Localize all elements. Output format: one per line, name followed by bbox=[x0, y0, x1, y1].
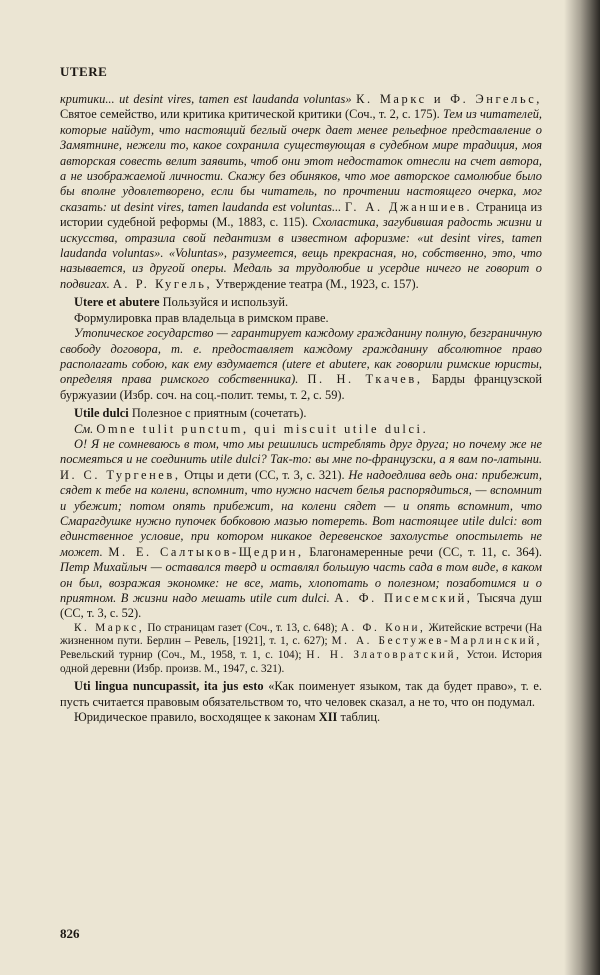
quote-turgenev: О! Я не сомневаюсь в том, что мы решились истреблять друг друга; но почему же не посмеяться и не соединить utile dulci? Так-то: вы мне по-французски, а я вам по-латыни. bbox=[60, 436, 542, 467]
paragraph-continued-quote bbox=[60, 92, 542, 292]
author-kugel: А. Р. Кугель, bbox=[112, 276, 213, 291]
entry-uti-heading bbox=[60, 679, 542, 710]
see-label: См. bbox=[74, 421, 94, 436]
source-kugel: Утверждение театра (М., 1923, с. 157). bbox=[215, 276, 419, 291]
ref-zlatovratsky-source: Устои. История одной деревни (Избр. произв. М., 1947, с. 321). bbox=[60, 649, 542, 675]
entry-uti-note bbox=[60, 710, 542, 725]
source-dzhanshiev: Страница из истории судебной реформы (М., 1883, с. 115). bbox=[60, 199, 542, 230]
entry-utile-references bbox=[60, 622, 542, 676]
entry-uti-gloss: «Как поименует языком, так да будет право», т. е. пусть считается правовым обязательством то, что человек сказал, а не то, что он подумал. bbox=[60, 679, 542, 709]
author-marx-engels: К. Маркс и Ф. Энгельс, bbox=[356, 92, 542, 106]
entry-utere-gloss: Пользуйся и используй. bbox=[162, 295, 289, 310]
entry-utile-see-also bbox=[60, 422, 542, 437]
running-head: UTERE bbox=[60, 64, 108, 79]
entry-utile-term: Utile dulci bbox=[74, 406, 129, 421]
page-body bbox=[60, 92, 542, 725]
source-pisemsky: Тысяча душ (СС, т. 3, с. 52). bbox=[60, 591, 542, 621]
source-saltykov: Благонамеренные речи (СС, т. 11, с. 364). bbox=[309, 544, 542, 559]
entry-uti-term: Uti lingua nuncupassit, ita jus esto bbox=[74, 679, 264, 694]
author-saltykov: М. Е. Салтыков-Щедрин, bbox=[108, 544, 304, 559]
ref-koni: А. Ф. Кони, bbox=[340, 621, 426, 634]
quote-saltykov: Не надоедлива ведь она: прибежит, сядет к тебе на колени, вспомнит, что нужно насчет белья распорядиться, — вспомнит и убежит; потом опять прибежит, на колени сядет — и опять вспомнит, что Смарагдушке нужно пупочек бобковою мазью потереть. Вот настоящее utile dulci: вот единственное условие, при котором никакое деревенское захолустье опостылеть не может. bbox=[60, 467, 542, 559]
source-holy-family: Святое семейство, или критика критической критики (Соч., т. 2, с. 175). bbox=[60, 107, 440, 122]
quote-tkachev: Утопическое государство — гарантирует каждому гражданину полную, безграничную свободу договора, т. е. предоставляет каждому гражданину абсолютное право располагать собою, как ему вздумается (utere et abutere, как говорили римские юристы, определяя права римского собственника). bbox=[60, 326, 542, 387]
author-turgenev: И. С. Тургенев, bbox=[60, 467, 181, 482]
ref-bestuzhev-source: Ревельский турнир (Соч., М., 1958, т. 1, с. 104); bbox=[60, 649, 302, 661]
quote-dzhanshiev: Тем из читателей, которые найдут, что настоящий беглый очерк дает менее рельефное представление о Замятнине, нежели то, какое сохранила существующая в судебном мире традиция, моя авторская совесть велит заявить, чтоб они этот недостаток отнесли на счет автора, а не изображаемой личности. Скажу без обиняков, что мое авторское самолюбие было бы вполне удовлетворено, если бы читатель, по прочтении настоящего очерка, мог сказать: ut desint vires, tamen laudanda est voluntas... bbox=[60, 107, 542, 214]
entry-utere-heading bbox=[60, 295, 542, 310]
ref-bestuzhev: М. А. Бестужев-Марлинский, bbox=[331, 635, 543, 648]
ref-zlatovratsky: Н. Н. Златовратский, bbox=[306, 649, 462, 661]
entry-uti-note-end: таблиц. bbox=[340, 710, 381, 724]
ref-marx: К. Маркс, bbox=[74, 621, 145, 634]
source-tkachev: Барды французской буржуазии (Избр. соч. на соц.-полит. темы, т. 2, с. 59). bbox=[60, 372, 542, 402]
entry-utile-gloss: Полезное с приятным (сочетать). bbox=[131, 406, 307, 421]
ref-marx-source: По страницам газет (Соч., т. 13, с. 648); bbox=[147, 621, 338, 634]
see-reference: Omne tulit punctum, qui miscuit utile dulci. bbox=[96, 421, 429, 436]
entry-utere-quote bbox=[60, 326, 542, 403]
entry-utere-term: Utere et abutere bbox=[74, 295, 160, 310]
entry-uti-note-numeral: XII bbox=[318, 710, 338, 724]
author-tkachev: П. Н. Ткачев, bbox=[307, 372, 423, 387]
entry-uti-note-text: Юридическое правило, восходящее к законам bbox=[74, 710, 316, 724]
source-turgenev: Отцы и дети (СС, т. 3, с. 321). bbox=[184, 467, 345, 482]
quote-latin-fragment: критики... ut desint vires, tamen est laudanda voluntas» bbox=[60, 92, 352, 106]
entry-utile-quotes bbox=[60, 437, 542, 622]
quote-pisemsky: Петр Михайлыч — оставался тверд и оставлял большую часть сада в том виде, в каком он был, возражая экономке: не все, мать, хлопотать о полезном; позаботимся и о приятном. В жизни надо мешать utile cum dulci. bbox=[60, 560, 542, 605]
entry-utere-note: Формулировка прав владельца в римском праве. bbox=[74, 310, 329, 325]
ref-koni-source: Житейские встречи (На жизненном пути. Берлин – Ревель, [1921], т. 1, с. 627); bbox=[60, 621, 543, 648]
entry-utile-heading bbox=[60, 406, 542, 421]
author-dzhanshiev: Г. А. Джаншиев. bbox=[345, 199, 473, 214]
page-number: 826 bbox=[60, 926, 80, 941]
author-pisemsky: А. Ф. Писемский, bbox=[334, 591, 473, 605]
quote-kugel: Схоластика, загубившая радость жизни и искусства, отразила свой педантизм в известном афоризме: «ut desint vires, tamen laudanda voluntas». «Voluntas», разумеется, вещь прекрасная, но, собственно, это, что называется, из другой оперы. Медаль за трудолюбие и усердие ничего не говорит о подвигах. bbox=[60, 215, 542, 291]
